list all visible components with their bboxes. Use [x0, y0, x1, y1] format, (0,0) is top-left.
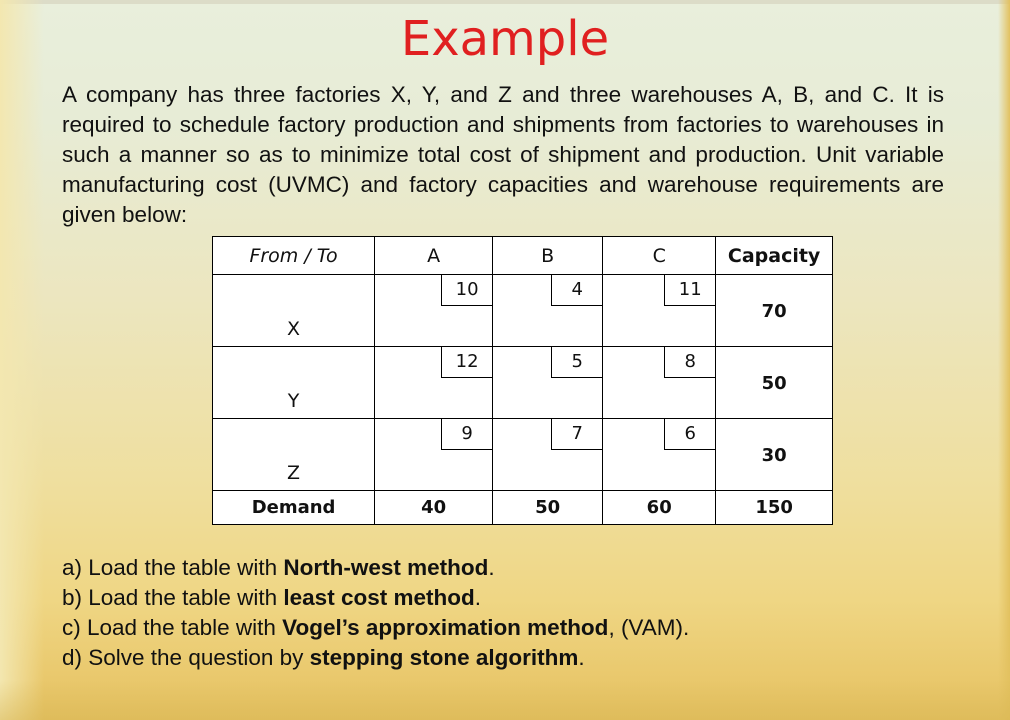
cell-y-b: [493, 347, 603, 419]
demand-c: 60: [603, 491, 716, 525]
demand-b: 50: [493, 491, 603, 525]
table-row: [213, 275, 833, 347]
header-col-c: C: [603, 237, 716, 275]
question-suffix: .: [578, 645, 585, 670]
capacity-x: 70: [716, 275, 833, 347]
capacity-z: 30: [716, 419, 833, 491]
row-label-x: X: [213, 275, 375, 347]
demand-row: [213, 491, 833, 525]
cell-x-b: [493, 275, 603, 347]
header-from-to: From / To: [213, 237, 375, 275]
question-item: [62, 643, 689, 673]
question-method: North-west method: [283, 555, 489, 580]
cell-z-b: [493, 419, 603, 491]
question-suffix: .: [474, 585, 481, 610]
demand-total: 150: [716, 491, 833, 525]
question-method: least cost method: [283, 585, 475, 610]
question-suffix: .: [488, 555, 495, 580]
slide-top-edge: [0, 0, 1010, 4]
question-text: c) Load the table with: [62, 615, 283, 640]
header-col-b: B: [493, 237, 603, 275]
row-label-z: Z: [213, 419, 375, 491]
question-list: [62, 553, 689, 673]
row-label-y: Y: [213, 347, 375, 419]
demand-label: Demand: [213, 491, 375, 525]
cell-y-c: [603, 347, 716, 419]
slide-right-edge: [998, 0, 1010, 720]
header-col-a: A: [375, 237, 493, 275]
cost-box: 9: [441, 419, 492, 450]
cell-x-c: [603, 275, 716, 347]
slide-bottom-shade: [0, 680, 1010, 720]
question-item: [62, 553, 689, 583]
cell-y-a: [375, 347, 493, 419]
table-row: [213, 419, 833, 491]
question-suffix: , (VAM).: [608, 615, 690, 640]
slide-left-edge: [0, 0, 44, 720]
transportation-table: [212, 236, 833, 525]
header-capacity: Capacity: [716, 237, 833, 275]
cost-box: 10: [441, 275, 492, 306]
cost-box: 5: [551, 347, 602, 378]
table-row: [213, 347, 833, 419]
cell-x-a: [375, 275, 493, 347]
demand-a: 40: [375, 491, 493, 525]
intro-paragraph: A company has three factories X, Y, and Z and three warehouses A, B, and C. It is required to schedule factory production and shipments from factories to warehouses in such a manner so as to minimize total cost of shipment and production. Unit variable manufacturing cost (UVMC) and factory capacities and warehouse requirements are given below:: [62, 82, 944, 227]
question-text: b) Load the table with: [62, 585, 284, 610]
cost-box: 12: [441, 347, 492, 378]
cost-box: 11: [664, 275, 715, 306]
capacity-y: 50: [716, 347, 833, 419]
cost-box: 7: [551, 419, 602, 450]
question-item: [62, 583, 689, 613]
question-method: Vogel’s approximation method: [282, 615, 609, 640]
cost-box: 8: [664, 347, 715, 378]
question-text: a) Load the table with: [62, 555, 284, 580]
cell-z-a: [375, 419, 493, 491]
question-item: [62, 613, 689, 643]
question-text: d) Solve the question by: [62, 645, 310, 670]
slide-title: Example: [400, 11, 610, 67]
cost-box: 6: [664, 419, 715, 450]
table-header-row: [213, 237, 833, 275]
cost-box: 4: [551, 275, 602, 306]
cell-z-c: [603, 419, 716, 491]
question-method: stepping stone algorithm: [309, 645, 579, 670]
